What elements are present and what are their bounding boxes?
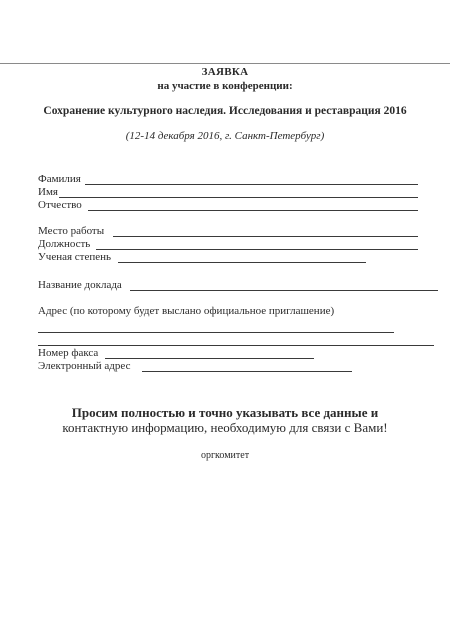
name-field[interactable] bbox=[38, 186, 418, 200]
form-title: ЗАЯВКА bbox=[201, 66, 249, 78]
address-label: Адрес (по которому будет выслано официальное приглашение) bbox=[38, 305, 335, 317]
conference-dates: (12-14 декабря 2016, г. Санкт-Петербург) bbox=[125, 130, 325, 142]
notice-line-2: контактную информацию, необходимую для связи с Вами! bbox=[62, 420, 388, 435]
form-subtitle: на участие в конференции: bbox=[157, 80, 293, 92]
degree-line[interactable] bbox=[118, 262, 366, 263]
fax-line[interactable] bbox=[105, 358, 314, 359]
name-label: Имя bbox=[38, 186, 58, 198]
fax-field[interactable] bbox=[38, 347, 314, 361]
conference-title: Сохранение культурного наследия. Исследования и реставрация 2016 bbox=[43, 105, 407, 117]
workplace-field[interactable] bbox=[38, 225, 418, 239]
workplace-label: Место работы bbox=[38, 225, 105, 237]
workplace-line[interactable] bbox=[113, 236, 418, 237]
patronymic-label: Отчество bbox=[38, 199, 82, 211]
position-label: Должность bbox=[38, 238, 91, 250]
name-line[interactable] bbox=[59, 197, 418, 198]
address-line-1[interactable] bbox=[38, 332, 394, 333]
address-line-2[interactable] bbox=[38, 345, 434, 346]
position-line[interactable] bbox=[96, 249, 418, 250]
degree-field[interactable] bbox=[38, 251, 366, 265]
degree-label: Ученая степень bbox=[38, 251, 112, 263]
report-title-line[interactable] bbox=[130, 290, 438, 291]
email-field[interactable] bbox=[38, 360, 352, 374]
patronymic-line[interactable] bbox=[88, 210, 418, 211]
report-title-label: Название доклада bbox=[38, 279, 122, 291]
surname-field[interactable] bbox=[38, 173, 418, 187]
top-divider bbox=[0, 63, 450, 64]
patronymic-field[interactable] bbox=[38, 199, 418, 213]
surname-line[interactable] bbox=[85, 184, 418, 185]
position-field[interactable] bbox=[38, 238, 418, 252]
organizing-committee-signature: оргкомитет bbox=[200, 450, 250, 461]
fax-label: Номер факса bbox=[38, 347, 99, 359]
address-field bbox=[38, 305, 418, 319]
email-line[interactable] bbox=[142, 371, 352, 372]
notice-line-1: Просим полностью и точно указывать все данные и bbox=[71, 405, 379, 420]
surname-label: Фамилия bbox=[38, 173, 81, 185]
report-title-field[interactable] bbox=[38, 279, 438, 293]
email-label: Электронный адрес bbox=[38, 360, 131, 372]
